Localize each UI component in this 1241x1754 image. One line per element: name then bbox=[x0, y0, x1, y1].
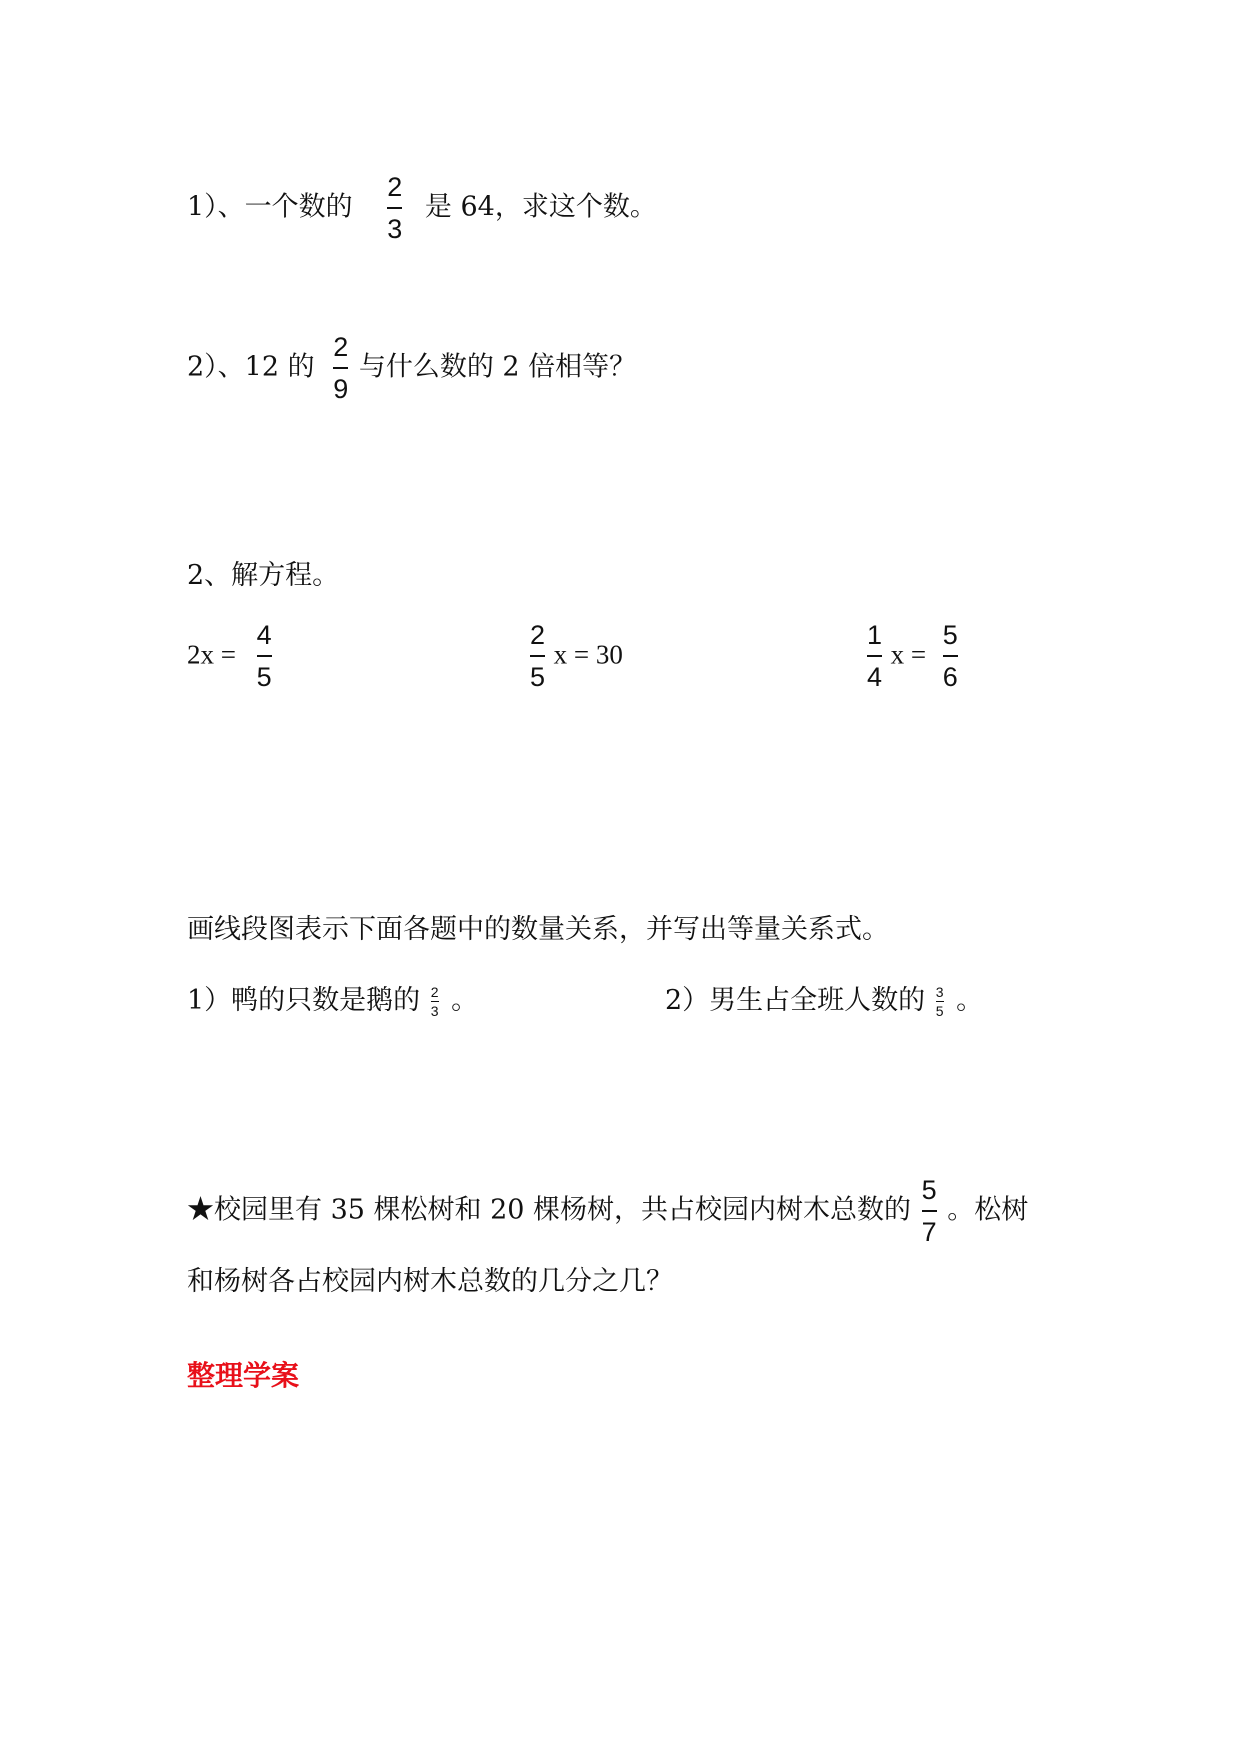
fraction-bar bbox=[943, 655, 958, 657]
fraction-bar bbox=[257, 655, 272, 657]
fraction-bar bbox=[431, 1001, 439, 1002]
fraction-bar bbox=[530, 655, 545, 657]
fraction-bar bbox=[333, 367, 348, 369]
star-problem-line-2: 和杨树各占校园内树木总数的几分之几？ bbox=[187, 1266, 673, 1297]
diagram-item-2-suffix: 。 bbox=[956, 985, 984, 1016]
fraction-numerator: 2 bbox=[387, 172, 403, 202]
fraction-denominator: 9 bbox=[333, 374, 349, 404]
star-problem-line-1 bbox=[187, 1175, 1028, 1247]
equation-1 bbox=[187, 620, 272, 692]
fraction-denominator: 6 bbox=[942, 662, 958, 692]
fraction-1-4 bbox=[867, 620, 882, 692]
question-1 bbox=[187, 172, 657, 244]
diagram-item-1-suffix: 。 bbox=[451, 985, 479, 1016]
diagram-item-1 bbox=[187, 985, 478, 1018]
equations-heading: 2、解方程。 bbox=[187, 560, 340, 591]
fraction-2-3-small bbox=[431, 985, 439, 1018]
fraction-4-5 bbox=[257, 620, 272, 692]
diagram-item-2-prefix: 2）男生占全班人数的 bbox=[665, 985, 926, 1016]
fraction-denominator: 7 bbox=[921, 1217, 937, 1247]
fraction-bar bbox=[922, 1210, 937, 1212]
fraction-denominator: 3 bbox=[387, 214, 403, 244]
fraction-numerator: 2 bbox=[333, 332, 349, 362]
fraction-denominator: 5 bbox=[530, 662, 546, 692]
fraction-bar bbox=[867, 655, 882, 657]
question-1-prefix: 1）、一个数的 bbox=[187, 191, 353, 223]
fraction-3-5-small bbox=[936, 985, 944, 1018]
fraction-numerator: 3 bbox=[935, 984, 944, 1000]
fraction-2-5 bbox=[530, 620, 545, 692]
fraction-numerator: 5 bbox=[921, 1175, 937, 1205]
fraction-numerator: 2 bbox=[530, 620, 546, 650]
fraction-numerator: 1 bbox=[867, 620, 883, 650]
question-1-suffix: 是 64，求这个数。 bbox=[424, 191, 657, 223]
fraction-bar bbox=[936, 1001, 944, 1002]
diagram-item-2 bbox=[665, 985, 983, 1018]
fraction-bar bbox=[387, 207, 402, 209]
fraction-2-3 bbox=[387, 172, 402, 244]
equation-3 bbox=[867, 620, 958, 692]
equation-1-left: 2x = bbox=[187, 639, 236, 670]
fraction-numerator: 2 bbox=[430, 984, 439, 1000]
star-problem-suffix: 。松树 bbox=[947, 1194, 1029, 1226]
section-heading-red: 整理学案 bbox=[187, 1359, 300, 1392]
fraction-5-6 bbox=[943, 620, 958, 692]
fraction-numerator: 5 bbox=[942, 620, 958, 650]
diagram-section-heading: 画线段图表示下面各题中的数量关系，并写出等量关系式。 bbox=[187, 914, 889, 945]
fraction-numerator: 4 bbox=[256, 620, 272, 650]
star-problem-prefix: ★校园里有 35 棵松树和 20 棵杨树，共占校园内树木总数的 bbox=[187, 1194, 912, 1226]
equation-2 bbox=[530, 620, 623, 692]
fraction-2-9 bbox=[333, 332, 348, 404]
fraction-denominator: 4 bbox=[867, 662, 883, 692]
fraction-5-7 bbox=[922, 1175, 937, 1247]
fraction-denominator: 3 bbox=[430, 1003, 439, 1019]
equation-2-right: x = 30 bbox=[553, 639, 623, 670]
fraction-denominator: 5 bbox=[935, 1003, 944, 1019]
question-2-prefix: 2）、12 的 bbox=[187, 351, 315, 383]
question-2 bbox=[187, 332, 636, 404]
equation-3-mid: x = bbox=[890, 639, 927, 670]
diagram-item-1-prefix: 1）鸭的只数是鹅的 bbox=[187, 985, 421, 1016]
fraction-denominator: 5 bbox=[256, 662, 272, 692]
question-2-suffix: 与什么数的 2 倍相等？ bbox=[358, 351, 637, 383]
